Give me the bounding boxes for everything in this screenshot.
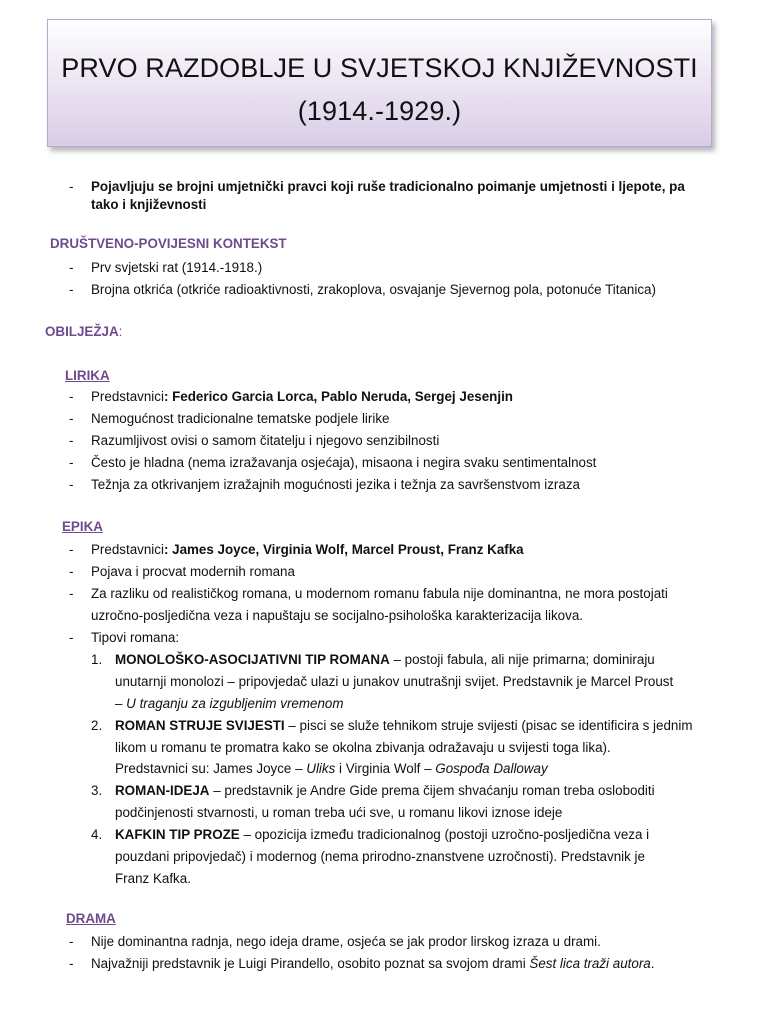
novel-type-desc: Franz Kafka. [115,871,191,886]
subsection-heading-epika: EPIKA [62,519,103,534]
rep-prefix: Predstavnici [91,542,164,557]
bullet-dash: - [69,433,74,448]
bullet-dash: - [69,389,74,404]
novel-type-desc: unutarnji monolozi – pripovjedač ulazi u junakov unutrašnji svijet. Predstavnik je Marcel Proust [115,674,674,689]
book-title: Uliks [306,761,336,776]
novel-type-desc: pouzdani pripovjedač) i modernog (nema prirodno-znanstvene uzročnosti). Predstavnik je [115,849,645,864]
bullet-dash: - [69,179,74,194]
section-heading-context: DRUŠTVENO-POVIJESNI KONTEKST [50,236,287,251]
page-title-years: (1914.-1929.) [297,96,462,126]
rep-names: : Federico Garcia Lorca, Pablo Neruda, Sergej Jesenjin [163,389,513,404]
dash-text: – [115,696,127,711]
subsection-heading-lirika: LIRIKA [65,368,110,383]
list-item: Težnja za otkrivanjem izražajnih mogućnosti jezika i težnja za savršenstvom izraza [91,477,580,492]
novel-type-name: ROMAN STRUJE SVIJESTI [115,718,285,733]
novel-type-desc: likom u romanu te promatra kako se okolna zbivanja odražavaju u svijesti toga lika). [115,740,611,755]
list-item: Često je hladna (nema izražavanja osjećaja), misaona i negira svaku sentimentalnost [91,455,597,470]
bullet-dash: - [69,586,74,601]
bullet-dash: - [69,564,74,579]
bullet-dash: - [69,477,74,492]
text-part: . [650,956,655,971]
rep-names: : James Joyce, Virginia Wolf, Marcel Proust, Franz Kafka [163,542,524,557]
numbered-marker: 4. [91,827,103,842]
novel-type-desc: podčinjenosti stvarnosti, u roman treba ući sve, u romanu likovi iznose ideje [115,805,563,820]
list-item-continued: uzročno-posljedična veza i napuštaju se socijalno-psihološka karakterizacija likova. [91,608,583,623]
list-item: Nije dominantna radnja, nego ideja drame, osjeća se jak prodor lirskog izraza u drami. [91,934,601,949]
novel-type-name: KAFKIN TIP PROZE [115,827,240,842]
section-heading-features [45,321,122,343]
intro-text: tako i književnosti [91,197,207,212]
numbered-marker: 3. [91,783,103,798]
numbered-marker: 1. [91,652,103,667]
subsection-heading-drama: DRAMA [66,911,116,926]
novel-type-name: ROMAN-IDEJA [115,783,210,798]
text-part: Najvažniji predstavnik je Luigi Pirandello, osobito poznat sa svojom drami [91,956,530,971]
text-part: i Virginia Wolf – [335,761,436,776]
numbered-marker: 2. [91,718,103,733]
novel-type-4 [115,824,649,846]
list-item: Razumljivost ovisi o samom čitatelju i njegovo senzibilnosti [91,433,440,448]
list-item [91,953,654,975]
list-item: Pojava i procvat modernih romana [91,564,295,579]
bullet-dash: - [69,630,74,645]
novel-type-desc [115,758,548,780]
novel-type-3 [115,780,655,802]
bullet-dash: - [69,455,74,470]
book-title: U traganju za izgubljenim vremenom [126,696,344,711]
page-title: PRVO RAZDOBLJE U SVJETSKOJ KNJIŽEVNOSTI [61,53,698,83]
novel-type-1 [115,649,655,671]
rep-prefix: Predstavnici [91,389,164,404]
novel-type-desc: – opozicija između tradicionalnog (postoji uzročno-posljedična veza i [239,827,650,842]
play-title: Šest lica traži autora [529,956,651,971]
book-title: Gospođa Dalloway [435,761,548,776]
list-item: Tipovi romana: [91,630,180,645]
title-box [47,19,712,147]
list-item: Brojna otkrića (otkriće radioaktivnosti, zrakoplova, osvajanje Sjevernog pola, potonuće Titanica) [91,282,656,297]
list-item-representatives [91,539,524,561]
features-heading-text: OBILJEŽJA [45,324,119,339]
list-item: Za razliku od realističkog romana, u modernom romanu fabula nije dominantna, ne mora postojati [91,586,668,601]
novel-type-desc: – predstavnik je Andre Gide prema čijem shvaćanju roman treba osloboditi [209,783,655,798]
bullet-dash: - [69,260,74,275]
bullet-dash: - [69,934,74,949]
bullet-dash: - [69,956,74,971]
list-item: Nemogućnost tradicionalne tematske podjele lirike [91,411,390,426]
novel-type-desc: – postoji fabula, ali nije primarna; dominiraju [389,652,655,667]
novel-type-2 [115,715,692,737]
intro-text: Pojavljuju se brojni umjetnički pravci koji ruše tradicionalno poimanje umjetnosti i ljepote, pa [91,179,685,194]
novel-type-name: MONOLOŠKO-ASOCIJATIVNI TIP ROMANA [115,652,390,667]
novel-type-desc [115,693,344,715]
text-part: Predstavnici su: James Joyce – [115,761,307,776]
bullet-dash: - [69,282,74,297]
bullet-dash: - [69,542,74,557]
features-colon: : [118,324,123,339]
bullet-dash: - [69,411,74,426]
list-item: Prv svjetski rat (1914.-1918.) [91,260,263,275]
novel-type-desc: – pisci se služe tehnikom struje svijesti (pisac se identificira s jednim [284,718,693,733]
list-item-representatives [91,386,513,408]
